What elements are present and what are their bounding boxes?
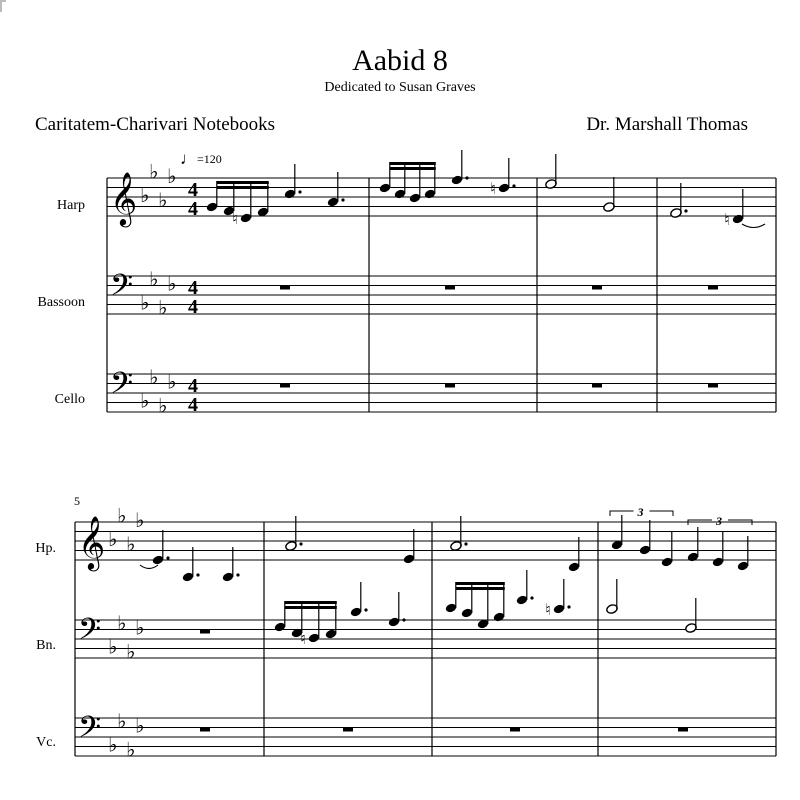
whole-rest-icon	[343, 728, 353, 732]
whole-rest-icon	[510, 728, 520, 732]
beam	[390, 162, 436, 165]
beam	[285, 606, 337, 609]
bass-clef-icon: 𝄢	[78, 613, 102, 654]
publisher-name: Caritatem-Charivari Notebooks	[35, 114, 276, 135]
beam	[390, 167, 436, 170]
dot	[299, 542, 302, 545]
notes	[140, 150, 765, 648]
key-signatures	[108, 159, 176, 761]
tuplet-number: 3	[637, 505, 644, 519]
dot	[402, 618, 405, 621]
beam	[217, 186, 269, 189]
flat-icon: ♭	[167, 164, 177, 188]
time-signatures	[188, 179, 198, 416]
whole-rest-icon	[200, 728, 210, 732]
flat-icon: ♭	[167, 271, 177, 296]
beam	[456, 582, 505, 585]
dot	[567, 605, 570, 608]
composer-name: Dr. Marshall Thomas	[586, 114, 748, 135]
flat-icon: ♭	[140, 183, 150, 207]
bass-clef-icon: 𝄢	[110, 367, 134, 408]
barlines	[75, 178, 776, 756]
staff-lines	[75, 178, 776, 756]
flat-icon: ♭	[135, 713, 145, 738]
staff-label-bassoon: Bassoon	[37, 295, 85, 310]
tie	[140, 565, 158, 569]
time-signature-numerator: 4	[188, 375, 198, 397]
flat-icon: ♭	[140, 290, 150, 315]
flat-icon: ♭	[117, 708, 127, 733]
dot	[684, 209, 687, 212]
whole-rest-icon	[592, 286, 602, 290]
natural-icon: ♮	[724, 210, 730, 229]
staff-label-vc: Vc.	[36, 735, 56, 750]
natural-icon: ♮	[545, 600, 551, 619]
flat-icon: ♭	[158, 187, 168, 212]
whole-rest-icon	[592, 384, 602, 388]
whole-rest-icon	[445, 384, 455, 388]
score-subtitle: Dedicated to Susan Graves	[324, 80, 476, 95]
beam	[285, 601, 337, 604]
whole-rest-icon	[445, 286, 455, 290]
tuplet-brackets	[610, 505, 752, 528]
flat-icon: ♭	[108, 732, 118, 757]
flat-icon: ♭	[149, 364, 159, 389]
beam	[456, 587, 505, 590]
dot	[364, 608, 367, 611]
whole-rest-icon	[280, 384, 290, 388]
tie	[742, 224, 765, 228]
dot	[236, 573, 239, 576]
beam	[217, 181, 269, 184]
bass-clef-icon: 𝄢	[110, 269, 134, 310]
whole-rest-icon	[200, 630, 210, 634]
time-signature-denominator: 4	[188, 198, 198, 220]
dot	[298, 190, 301, 193]
dot	[530, 596, 533, 599]
whole-rest-icon	[280, 286, 290, 290]
bass-clef-icon: 𝄢	[78, 711, 102, 752]
staff-label-cello: Cello	[54, 392, 85, 407]
treble-clef-icon: 𝄞	[110, 171, 138, 225]
whole-rest-icon	[678, 728, 688, 732]
flat-icon: ♭	[108, 527, 118, 551]
flat-icon: ♭	[149, 266, 159, 291]
dot	[512, 184, 515, 187]
dot	[166, 556, 169, 559]
staff-label-harp: Harp	[57, 198, 85, 213]
flat-icon: ♭	[108, 634, 118, 659]
measure-number: 5	[74, 494, 80, 508]
flat-icon: ♭	[126, 737, 136, 762]
flat-icon: ♭	[149, 159, 159, 184]
whole-rest-icon	[708, 384, 718, 388]
natural-icon: ♮	[232, 209, 238, 228]
time-signature-numerator: 4	[188, 179, 198, 201]
dot	[464, 542, 467, 545]
flat-icon: ♭	[117, 503, 127, 528]
flat-icon: ♭	[158, 295, 168, 320]
flat-icon: ♭	[135, 615, 145, 640]
flat-icon: ♭	[126, 639, 136, 664]
treble-clef-icon: 𝄞	[78, 515, 106, 569]
dot	[196, 573, 199, 576]
dot	[465, 176, 468, 179]
time-signature-numerator: 4	[188, 277, 198, 299]
whole-rest-icon	[708, 286, 718, 290]
flat-icon: ♭	[117, 610, 127, 635]
time-signature-denominator: 4	[188, 394, 198, 416]
flat-icon: ♭	[126, 531, 136, 556]
natural-icon: ♮	[300, 629, 306, 648]
staff-label-hp: Hp.	[35, 541, 56, 556]
score-title: Aabid 8	[352, 44, 448, 77]
flat-icon: ♭	[135, 508, 145, 532]
dot	[341, 198, 344, 201]
tempo-text: =120	[197, 152, 222, 166]
quarter-note-icon: ♩	[180, 149, 197, 168]
tuplet-number: 3	[716, 514, 722, 528]
time-signature-denominator: 4	[188, 296, 198, 318]
natural-icon: ♮	[490, 179, 496, 198]
flat-icon: ♭	[158, 393, 168, 418]
flat-icon: ♭	[140, 388, 150, 413]
staff-label-bn: Bn.	[36, 638, 56, 653]
flat-icon: ♭	[167, 369, 177, 394]
